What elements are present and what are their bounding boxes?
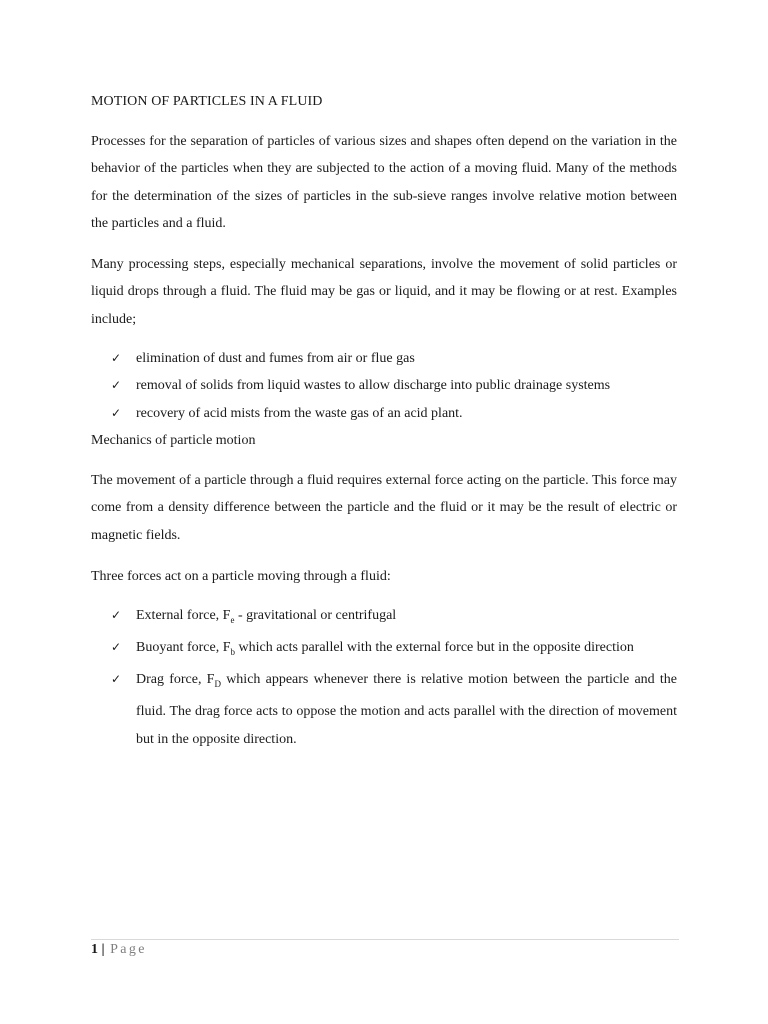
list-item bbox=[91, 666, 677, 753]
checkmark-icon: ✓ bbox=[111, 672, 122, 687]
checkmark-icon: ✓ bbox=[111, 405, 122, 420]
force-text: - gravitational or centrifugal bbox=[234, 608, 397, 623]
paragraph-movement: The movement of a particle through a fluid requires external force acting on the particle. This force may come from a density difference between the particle and the fluid or it may be the result of electric or magnetic fields. bbox=[91, 473, 677, 543]
page-number: 1 bbox=[91, 942, 98, 957]
force-subscript: e bbox=[230, 614, 235, 625]
force-subscript: b bbox=[230, 646, 235, 657]
list-item-text: recovery of acid mists from the waste gas of an acid plant. bbox=[136, 405, 463, 421]
force-text: which acts parallel with the external force but in the opposite direction bbox=[234, 640, 634, 656]
list-item bbox=[91, 634, 677, 666]
document-title: MOTION OF PARTICLES IN A FLUID bbox=[91, 94, 323, 109]
paragraph-three-forces: Three forces act on a particle moving through a fluid: bbox=[91, 569, 391, 584]
checkmark-icon: ✓ bbox=[111, 608, 122, 622]
checkmark-icon: ✓ bbox=[111, 378, 122, 393]
force-prefix: External force, F bbox=[136, 608, 231, 623]
force-prefix: Buoyant force, F bbox=[136, 640, 231, 656]
list-item bbox=[91, 400, 677, 427]
document-page bbox=[91, 0, 677, 1024]
list-item bbox=[91, 602, 677, 634]
list-item bbox=[91, 345, 677, 372]
list-item-text: removal of solids from liquid wastes to allow discharge into public drainage systems bbox=[136, 378, 611, 394]
list-item-text: elimination of dust and fumes from air or flue gas bbox=[136, 351, 415, 366]
force-subscript: D bbox=[214, 678, 221, 689]
paragraph-processing-steps: Many processing steps, especially mechanical separations, involve the movement of solid particles or liquid drops through a fluid. The fluid may be gas or liquid, and it may be flowing or at rest. Examples include; bbox=[91, 257, 677, 327]
examples-list bbox=[91, 345, 677, 427]
footer-divider bbox=[91, 939, 679, 940]
checkmark-icon: ✓ bbox=[111, 640, 122, 655]
page-footer bbox=[91, 942, 147, 958]
footer-separator: | bbox=[101, 942, 105, 957]
page-label: Page bbox=[110, 942, 147, 957]
list-item bbox=[91, 372, 677, 399]
forces-list bbox=[91, 602, 677, 753]
section-heading: Mechanics of particle motion bbox=[91, 433, 256, 448]
paragraph-intro: Processes for the separation of particles of various sizes and shapes often depend on the variation in the behavior of the particles when they are subjected to the action of a moving fluid. Many of the methods for the determination of the sizes of particles in the sub-sieve ranges involve relative motion between the particles and a fluid. bbox=[91, 134, 677, 231]
checkmark-icon: ✓ bbox=[111, 351, 122, 365]
force-prefix: Drag force, F bbox=[136, 672, 215, 688]
force-text: which appears whenever there is relative motion between the particle and the fluid. The drag force acts to oppose the motion and acts parallel with the direction of movement but in the opposite direction. bbox=[136, 672, 677, 747]
